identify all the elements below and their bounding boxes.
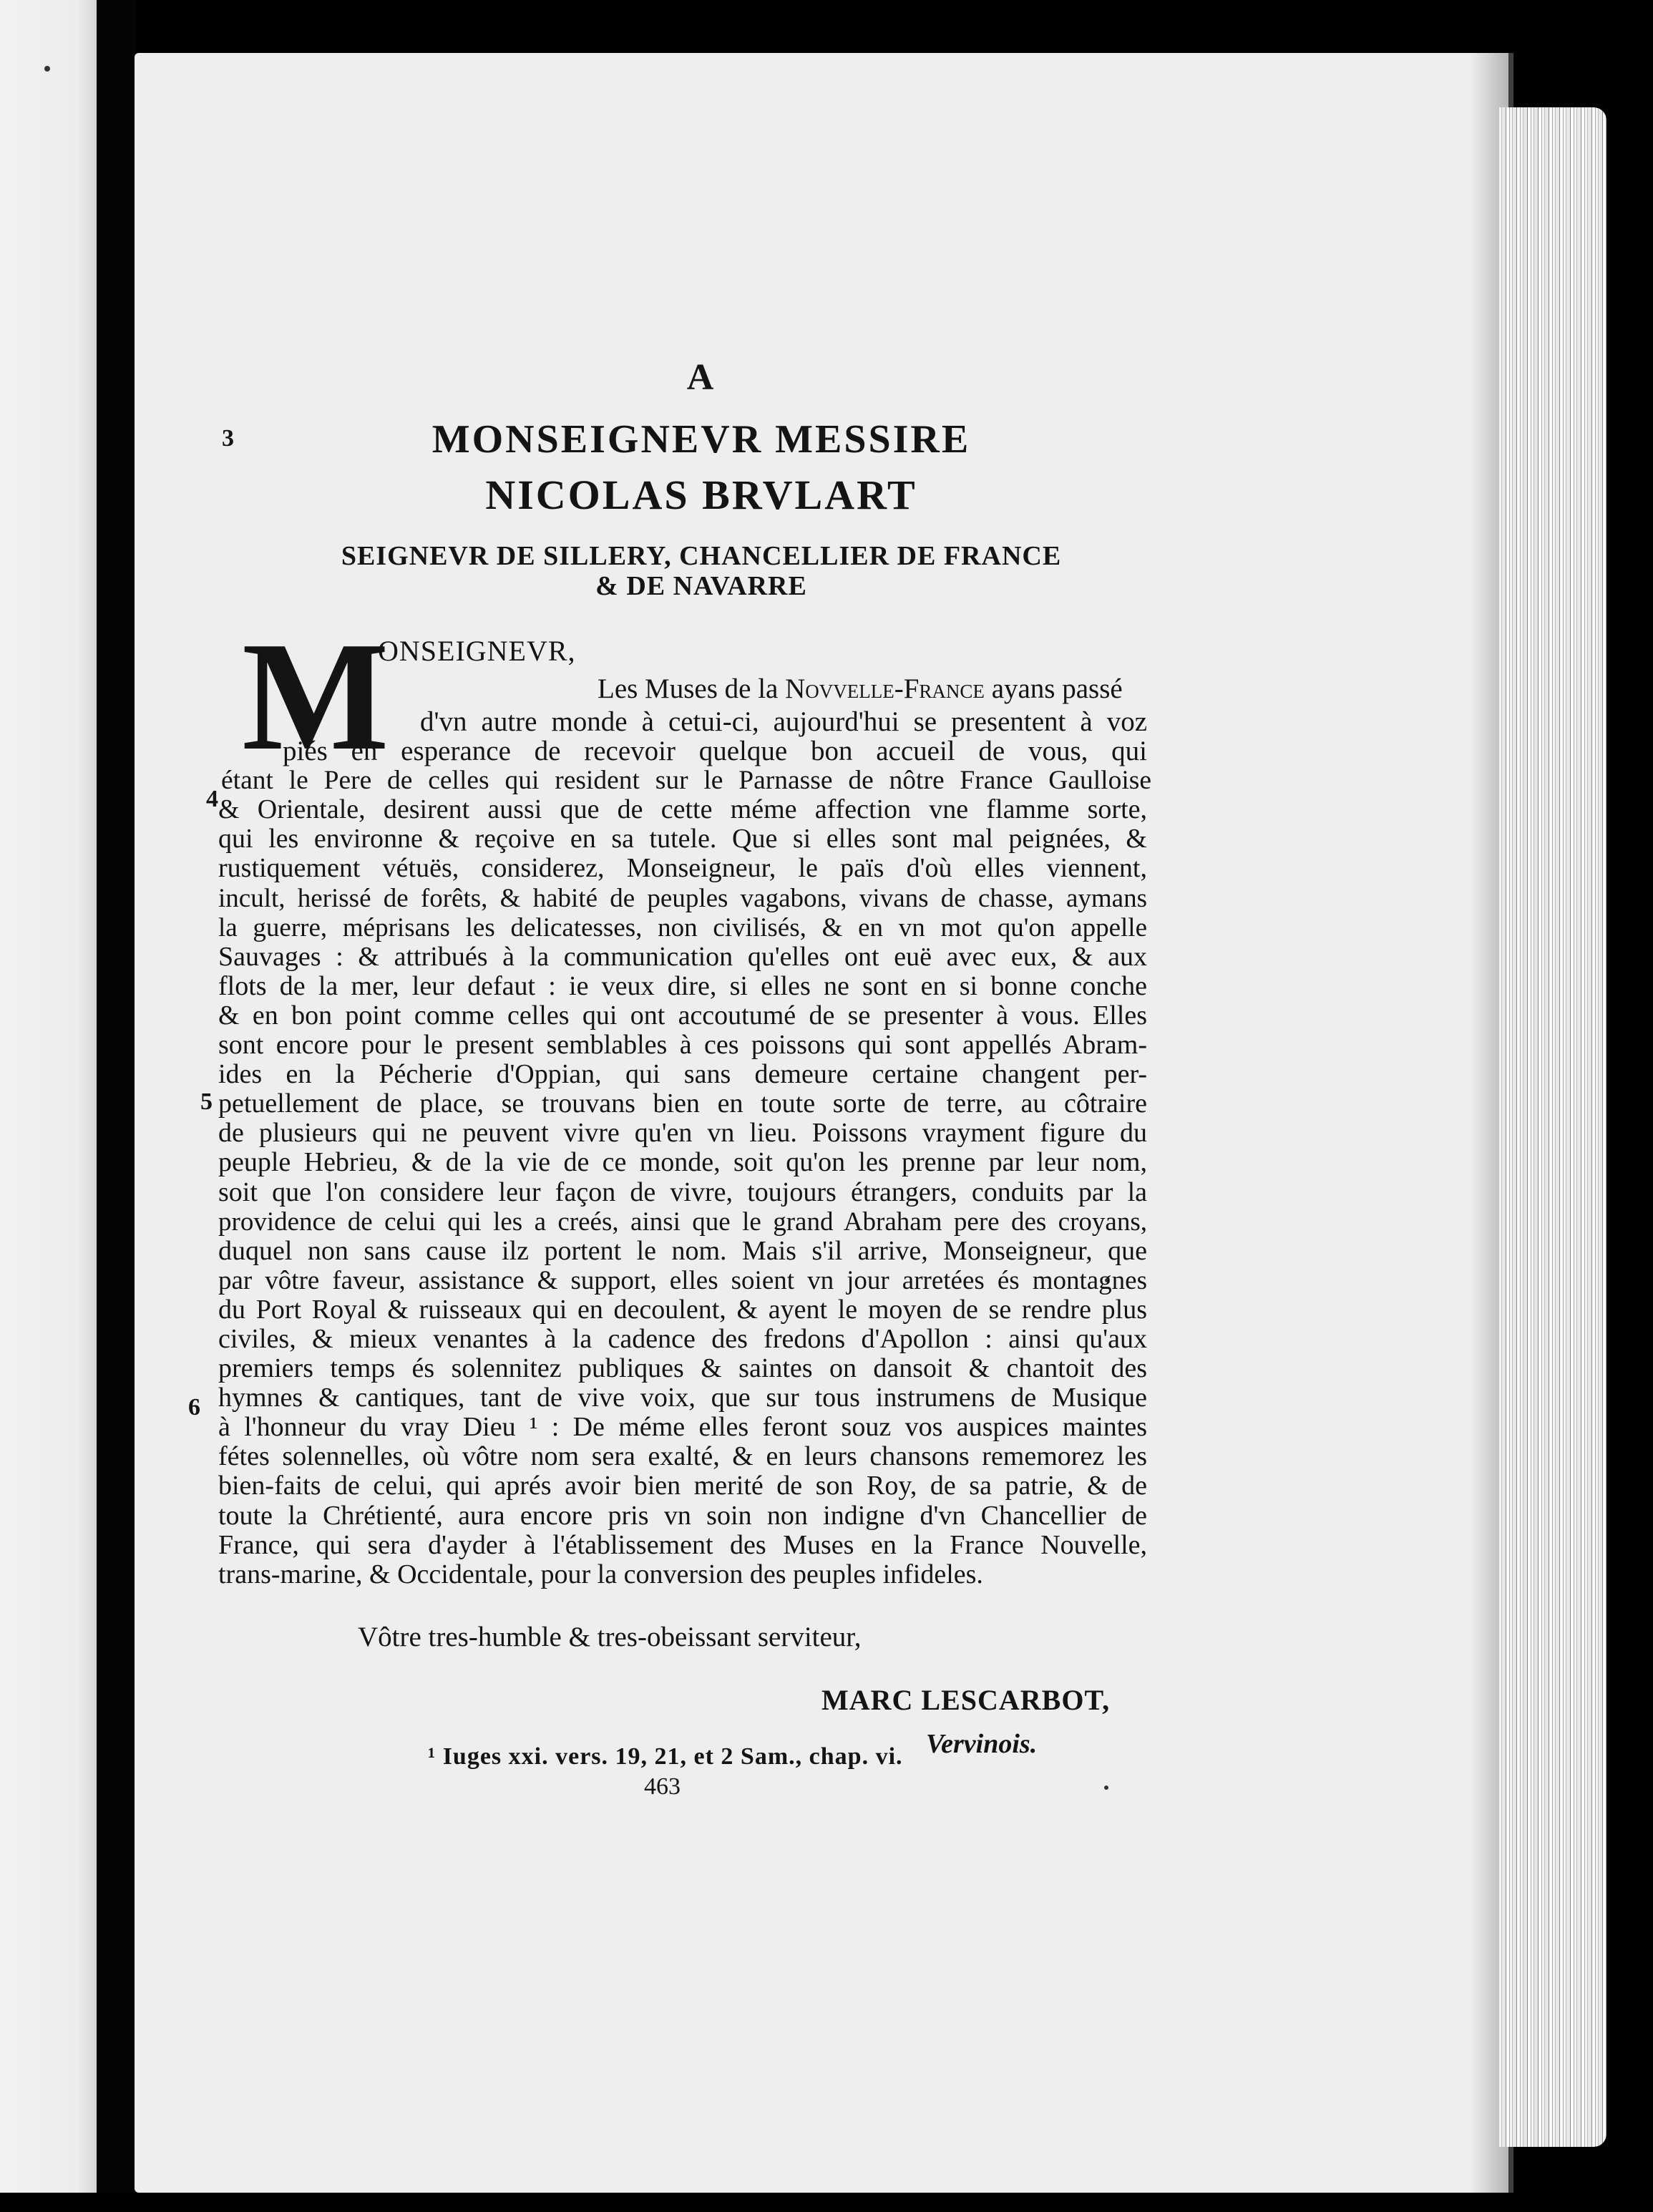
letter-line: hymnes & cantiques, tant de vive voix, que sur tous instrumens de Musique (218, 1383, 1147, 1413)
letter-line: & en bon point comme celles qui ont accoutumé de se presenter à vous. Elles (218, 1000, 1147, 1031)
letter-line: ides en la Pécherie d'Oppian, qui sans demeure certaine changent per- (218, 1059, 1147, 1090)
letter-line: toute la Chrétienté, aura encore pris vn soin non indigne d'vn Chancellier de (218, 1500, 1147, 1531)
letter-line: sont encore pour le present semblables à ces poissons qui sont appellés Abram- (218, 1030, 1147, 1061)
letter-line: France, qui sera d'ayder à l'établissement des Muses en la France Nouvelle, (218, 1529, 1147, 1560)
book-gutter (97, 0, 136, 2212)
margin-line-number: 4 (206, 786, 218, 812)
heading-to: A (686, 357, 716, 398)
scan-speck (44, 66, 50, 72)
signature-origin: Vervinois. (926, 1729, 1038, 1759)
margin-line-number: 3 (222, 425, 234, 452)
drop-cap: M (242, 610, 389, 783)
letter-line: piés en esperance de recevoir quelque bon accueil de vous, qui (283, 736, 1147, 767)
letter-line: peuple Hebrieu, & de la vie de ce monde, soit qu'on les prenne par leur nom, (218, 1147, 1147, 1178)
footnote: ¹ Iuges xxi. vers. 19, 21, et 2 Sam., chap. vi. (428, 1743, 903, 1770)
letter-line: premiers temps és solennitez publiques & saintes on dansoit & chantoit des (218, 1353, 1147, 1384)
letter-line: flots de la mer, leur defaut : ie veux dire, si elles ne sont en si bonne conche (218, 970, 1147, 1001)
letter-line: la guerre, méprisans les delicatesses, non civilisés, & en vn mot qu'on appelle (218, 912, 1147, 942)
page-number: 463 (644, 1773, 681, 1800)
page-fore-edge (1499, 107, 1606, 2147)
margin-line-number: 6 (188, 1394, 200, 1421)
heading-title-line2: NICOLAS BRVLART (485, 472, 917, 518)
letter-line: qui les environne & reçoive en sa tutele. Que si elles sont mal peignées, & (218, 824, 1147, 854)
letter-line: & Orientale, desirent aussi que de cette méme affection vne flamme sorte, (218, 794, 1147, 825)
letter-line: providence de celui qui les a creés, ainsi que le grand Abraham pere des croyans, (218, 1207, 1147, 1237)
heading-title-line1: MONSEIGNEVR MESSIRE (431, 417, 971, 462)
letter-line: duquel non sans cause ilz portent le nom. Mais s'il arrive, Monseigneur, que (218, 1235, 1147, 1266)
scan-speck (1104, 1785, 1108, 1790)
letter-line: petuellement de place, se trouvans bien en toute sorte de terre, au côtraire (218, 1088, 1147, 1119)
letter-line: à l'honneur du vray Dieu ¹ : De méme elles feront souz vos auspices maintes (218, 1412, 1147, 1443)
letter-line: par vôtre faveur, assistance & support, elles soient vn jour arretées és montagnes (218, 1265, 1147, 1295)
letter-line: civiles, & mieux venantes à la cadence des fredons d'Apollon : ainsi qu'aux (218, 1323, 1147, 1354)
letter-line: de plusieurs qui ne peuvent vivre qu'en vn lieu. Poissons vrayment figure du (218, 1118, 1147, 1149)
nouvelle-france-smallcaps: Novvelle-France (785, 673, 985, 704)
scan-border-bottom (0, 2193, 1653, 2212)
letter-line: soit que l'on considere leur façon de vivre, toujours étrangers, conduits par la (218, 1176, 1147, 1207)
letter-line: incult, herissé de forêts, & habité de peuples vagabons, vivans de chasse, aymans (218, 883, 1147, 913)
letter-line: d'vn autre monde à cetui-ci, aujourd'hui se presentent à voz (420, 706, 1147, 737)
heading-title-line4: & DE NAVARRE (595, 571, 807, 601)
letter-line: étant le Pere de celles qui resident sur le Parnasse de nôtre France Gaulloise (221, 766, 1151, 796)
heading-title-line3: SEIGNEVR DE SILLERY, CHANCELLIER DE FRANCE (341, 541, 1062, 571)
signature: MARC LESCARBOT, (821, 1684, 1111, 1716)
salutation: ONSEIGNEVR, (378, 635, 576, 667)
letter-line: du Port Royal & ruisseaux qui en decoulent, & ayent le moyen de se rendre plus (218, 1294, 1147, 1325)
letter-body (218, 706, 1151, 1589)
letter-line: Sauvages : & attribués à la communication qu'elles ont euë avec eux, & aux (218, 941, 1147, 972)
letter-first-line: Les Muses de la Novvelle-France ayans passé (598, 673, 1123, 704)
margin-line-number: 5 (200, 1088, 213, 1115)
letter-line: fétes solennelles, où vôtre nom sera exalté, & en leurs chansons rememorez les (218, 1441, 1147, 1472)
letter-line: bien-faits de celui, qui aprés avoir bien merité de son Roy, de sa patrie, & de (218, 1471, 1147, 1501)
letter-line: trans-marine, & Occidentale, pour la conversion des peuples infideles. (218, 1559, 983, 1589)
letter-closing: Vôtre tres-humble & tres-obeissant serviteur, (358, 1622, 862, 1652)
facing-page-edge (0, 0, 97, 2212)
letter-line: rustiquement vétuës, considerez, Monseigneur, le païs d'où elles viennent, (218, 853, 1147, 884)
